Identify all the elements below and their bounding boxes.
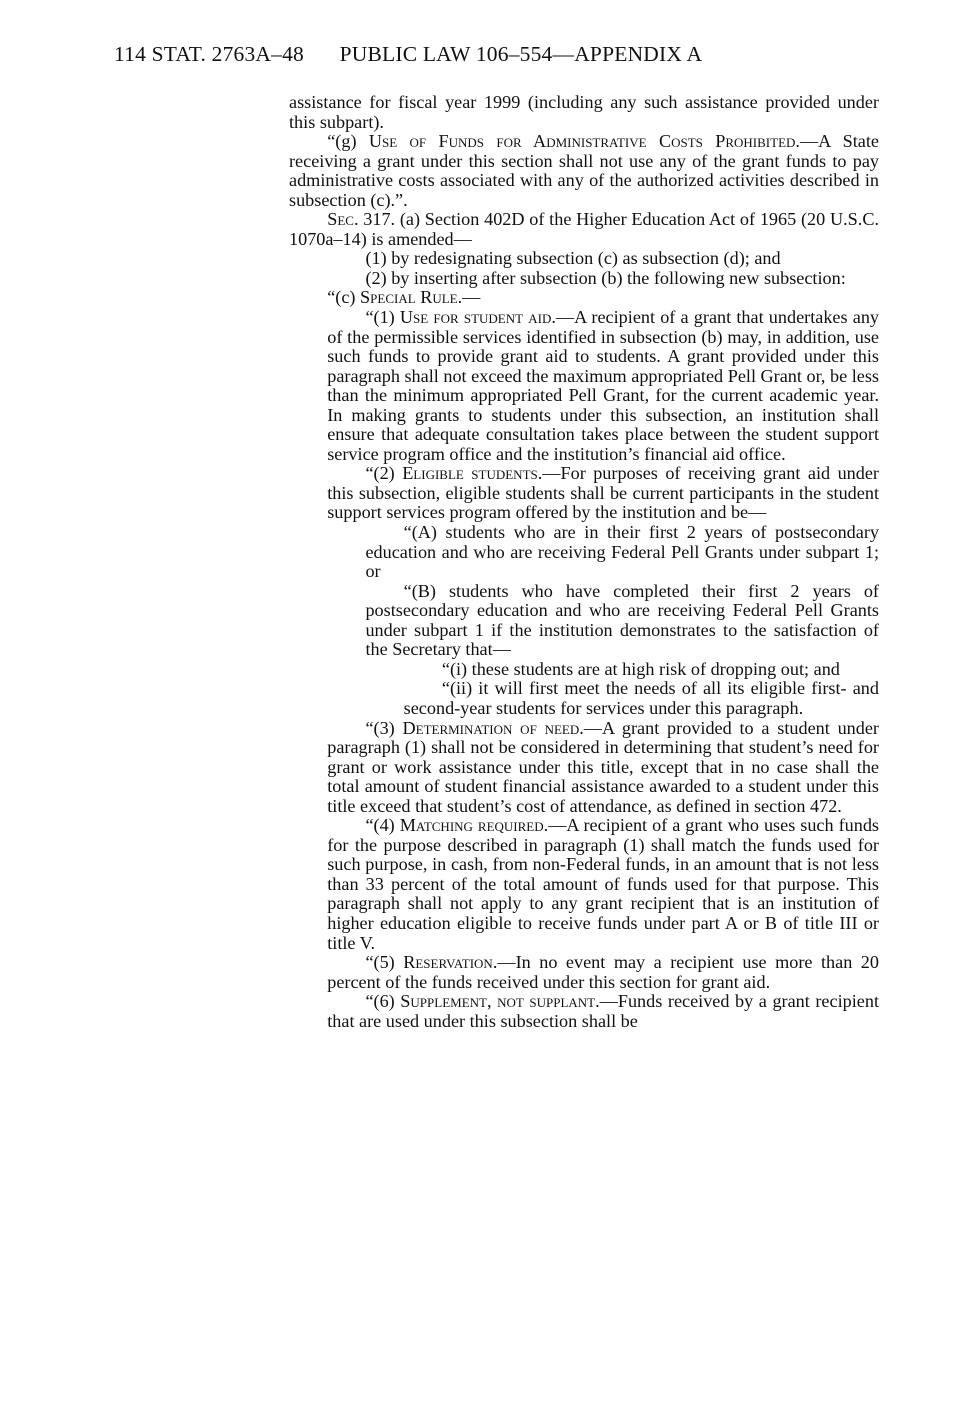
paragraph: “(B) students who have completed their first 2 years of postsecondary education and who are receiving Federal Pell Grants under subpart 1 if the institution demonstrates to the satisfaction of the Secretary that— bbox=[365, 580, 879, 660]
paragraph: “(1) Use for student aid.—A recipient of a grant that undertakes any of the permissible services identified in subsection (b) may, in addition, use such funds to provide grant aid to students. A grant provided under this paragraph shall not exceed the maximum appropriated Pell Grant or, be less than the minimum appropriated Pell Grant, for the current academic year. In making grants to students under this subsection, an institution shall ensure that adequate consultation takes place between the student support service program office and the institution’s financial aid office. bbox=[327, 307, 880, 464]
paragraph-heading: Reservation. bbox=[403, 952, 498, 973]
paragraph: “(c) Special Rule.— bbox=[327, 287, 481, 308]
page-header bbox=[114, 42, 702, 67]
paragraph: “(ii) it will first meet the needs of all its eligible first- and second-year students for services under this paragraph. bbox=[403, 678, 879, 718]
paragraph: “(6) Supplement, not supplant.—Funds received by a grant recipient that are used under this subsection shall be bbox=[327, 991, 879, 1031]
section-label: Sec. bbox=[327, 209, 359, 230]
paragraph: assistance for fiscal year 1999 (including any such assistance provided under this subpart). bbox=[289, 92, 879, 132]
paragraph: “(g) Use of Funds for Administrative Costs Prohibited.—A State receiving a grant under this section shall not use any of the grant funds to pay administrative costs associated with any of the authorized activities described in subsection (c).”. bbox=[289, 131, 880, 210]
paragraph-heading: Eligible students. bbox=[402, 463, 543, 484]
paragraph: “(5) Reservation.—In no event may a recipient use more than 20 percent of the funds received under this section for grant aid. bbox=[327, 952, 879, 992]
paragraph-heading: Determination of need. bbox=[402, 717, 584, 738]
paragraph-heading: Special Rule. bbox=[360, 287, 463, 308]
document-body bbox=[289, 93, 879, 1031]
paragraph-heading: Use of Funds for Administrative Costs Prohibited. bbox=[368, 131, 800, 152]
paragraph: “(4) Matching required.—A recipient of a grant who uses such funds for the purpose described in paragraph (1) shall match the funds used for such purpose, in cash, from non-Federal funds, in an amount that is not less than 33 percent of the total amount of funds used for that purpose. This paragraph shall not apply to any grant recipient that is an institution of higher education eligible to receive funds under part A or B of title III or title V. bbox=[327, 815, 879, 953]
paragraph-heading: Supplement, not supplant. bbox=[400, 991, 600, 1012]
paragraph: “(A) students who are in their first 2 years of postsecondary education and who are receiving Federal Pell Grants under subpart 1; or bbox=[365, 522, 879, 582]
paragraph: (2) by inserting after subsection (b) the following new subsection: bbox=[365, 267, 846, 288]
paragraph: “(2) Eligible students.—For purposes of receiving grant aid under this subsection, eligible students shall be current participants in the student support services program offered by the institution and be— bbox=[327, 463, 879, 523]
paragraph: (1) by redesignating subsection (c) as subsection (d); and bbox=[365, 248, 781, 269]
section-paragraph: Sec. 317. (a) Section 402D of the Higher Education Act of 1965 (20 U.S.C. 1070a–14) is amended— bbox=[289, 209, 879, 249]
public-law-title: PUBLIC LAW 106–554—APPENDIX A bbox=[339, 42, 703, 66]
paragraph-heading: Matching required. bbox=[399, 815, 549, 836]
paragraph: “(i) these students are at high risk of dropping out; and bbox=[441, 658, 840, 679]
paragraph: “(3) Determination of need.—A grant provided to a student under paragraph (1) shall not be considered in determining that student’s need for grant or work assistance under this title, except that in no case shall the total amount of student financial assistance awarded to a student under this title exceed that student’s cost of attendance, as defined in section 472. bbox=[327, 717, 879, 816]
paragraph-heading: Use for student aid. bbox=[399, 307, 556, 328]
statute-citation: 114 STAT. 2763A–48 bbox=[114, 42, 305, 66]
